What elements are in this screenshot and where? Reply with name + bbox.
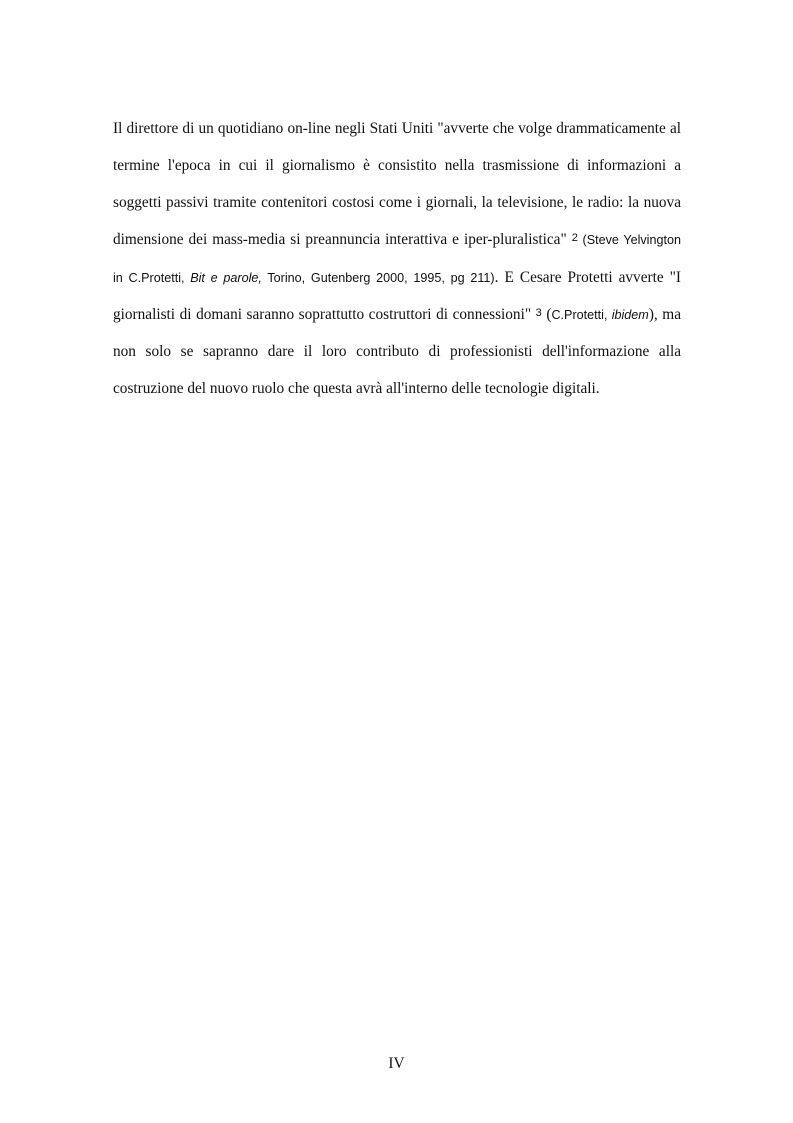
citation-2-title: ibidem (611, 307, 649, 322)
paragraph-text-2: . E Cesare Protetti avverte "I giornalisti di domani saranno soprattutto costruttori di connessioni" (113, 268, 682, 323)
paragraph-text-3: ( (541, 305, 552, 323)
paragraph-text-1: Il direttore di un quotidiano on-line negli Stati Uniti "avverte che volge drammaticamente al termine l'epoca in cui il giornalismo è consistito nella trasmissione di informazioni a soggetti passivi tramite contenitori costosi come i giornali, la televisione, le radio: la nuova dimensione dei mass-media si preannuncia interattiva e iper-pluralistica" (113, 120, 681, 248)
citation-2-text: C.Protetti, (551, 307, 612, 322)
body-paragraph (113, 111, 681, 408)
citation-1-text: (Steve Yelvington in C.Protetti, (113, 232, 681, 285)
citation-1-details: Torino, Gutenberg 2000, 1995, pg 211) (261, 270, 495, 285)
paragraph-text-4: ), ma non solo se sapranno dare il loro contributo di professionisti dell'informazione alla costruzione del nuovo ruolo che questa avrà all'interno delle tecnologie digitali. (113, 305, 681, 398)
citation-1-title: Bit e parole, (190, 270, 262, 285)
footnote-marker-3: 3 (535, 306, 542, 319)
page-number: IV (388, 1055, 405, 1072)
footnote-marker-2: 2 (571, 231, 578, 244)
